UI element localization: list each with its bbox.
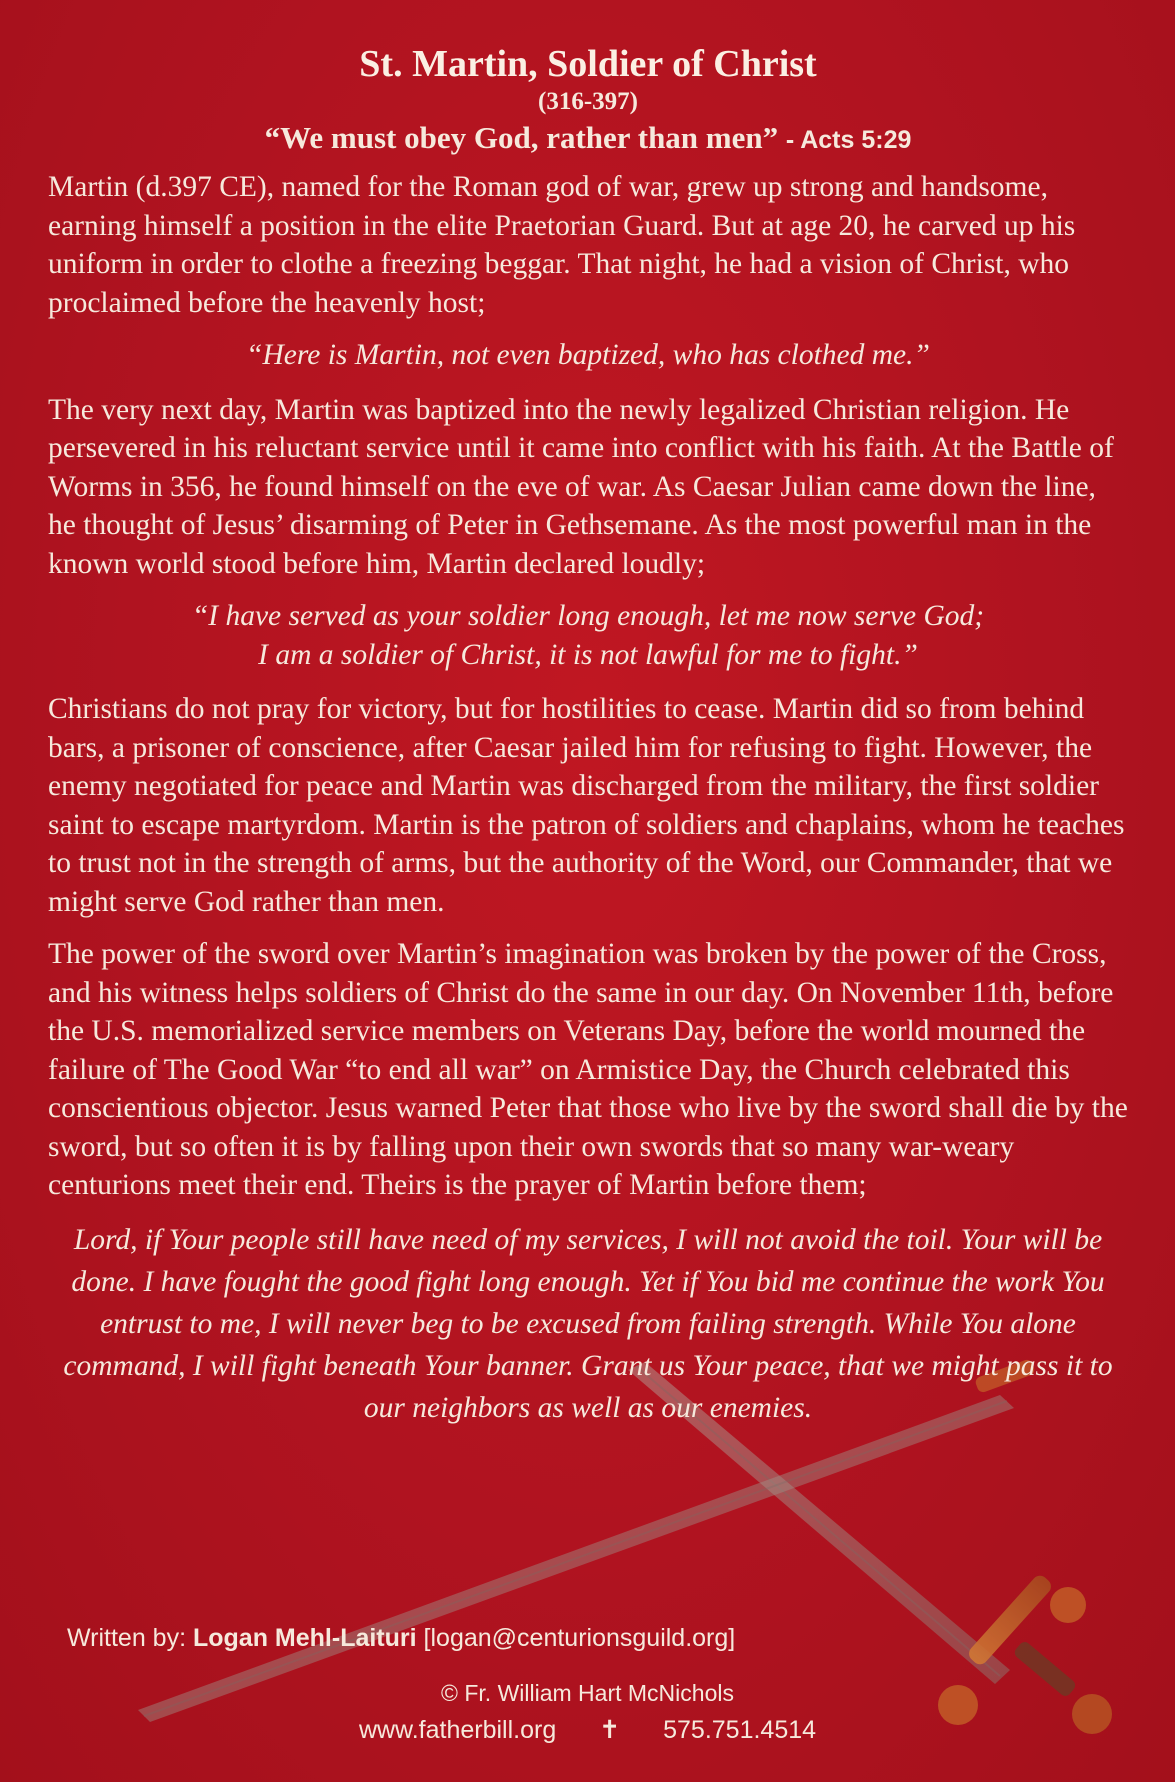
page-title: St. Martin, Soldier of Christ [359,43,817,85]
paragraph-4: The power of the sword over Martin’s imagination was broken by the power of the Cross, and his witness helps soldiers of Christ do the same in our day. On November 11th, before the U.S. memorialized service members on Veterans Day, before the world mourned the failure of The Good War “to end all war” on Armistice Day, the Church celebrated this conscientious objector. Jesus warned Peter that those who live by the sword shall die by the sword, but so often it is by falling upon their own swords that so many war-weary centurions meet their end. Theirs is the prayer of Martin before them; [48,938,1128,1201]
phone-number: 575.751.4514 [663,1716,817,1744]
life-dates: (316-397) [538,88,638,115]
author-credit [67,1624,735,1653]
author-name: Logan Mehl-Laituri [192,1624,417,1652]
quote-1: “Here is Martin, not even baptized, who has clothed me.” [246,339,930,371]
copyright: © Fr. William Hart McNichols [441,1680,734,1706]
paragraph-3: Christians do not pray for victory, but for hostilities to cease. Martin did so from behind bars, a prisoner of conscience, after Caesar jailed him for refusing to fight. However, the enemy negotiated for peace and Martin was discharged from the military, the first soldier saint to escape martyrdom. Martin is the patron of soldiers and chaplains, whom he teaches to trust not in the strength of arms, but the authority of the Word, our Commander, that we might serve God rather than men. [48,693,1125,918]
author-email: [logan@centurionsguild.org] [423,1624,736,1652]
quote-2-line-1: “I have served as your soldier long enough, let me now serve God; [191,600,985,632]
quote-2 [48,597,1128,674]
card-text [48,42,1128,1447]
written-by-label: Written by: [67,1624,187,1652]
cross-icon: ✝ [599,1716,621,1744]
contact-line [0,1715,1175,1745]
motto-reference: - Acts 5:29 [785,126,912,154]
quote-2-line-2: I am a soldier of Christ, it is not lawful for me to fight.” [258,638,918,671]
motto-text: “We must obey God, rather than men” [264,120,779,155]
motto [48,118,1128,160]
prayer-of-martin: Lord, if Your people still have need of my services, I will not avoid the toil. Your will be done. I have fought the good fight long enough. Yet if You bid me continue the work You entrust to me, I will never beg to be excused from failing strength. While You alone command, I will fight beneath Your banner. Grant us Your peace, that we might pass it to our neighbors as well as our enemies. [63,1223,1113,1424]
website-link[interactable]: www.fatherbill.org [358,1716,557,1744]
paragraph-1: Martin (d.397 CE), named for the Roman god of war, grew up strong and handsome, earning himself a position in the elite Praetorian Guard. But at age 20, he carved up his uniform in order to clothe a freezing beggar. That night, he had a vision of Christ, who proclaimed before the heavenly host; [48,171,1076,319]
paragraph-2: The very next day, Martin was baptized into the newly legalized Christian religion. He persevered in his reluctant service until it came into conflict with his faith. At the Battle of Worms in 356, he found himself on the eve of war. As Caesar Julian came down the line, he thought of Jesus’ disarming of Peter in Gethsemane. As the most powerful man in the known world stood before him, Martin declared loudly; [48,393,1114,580]
